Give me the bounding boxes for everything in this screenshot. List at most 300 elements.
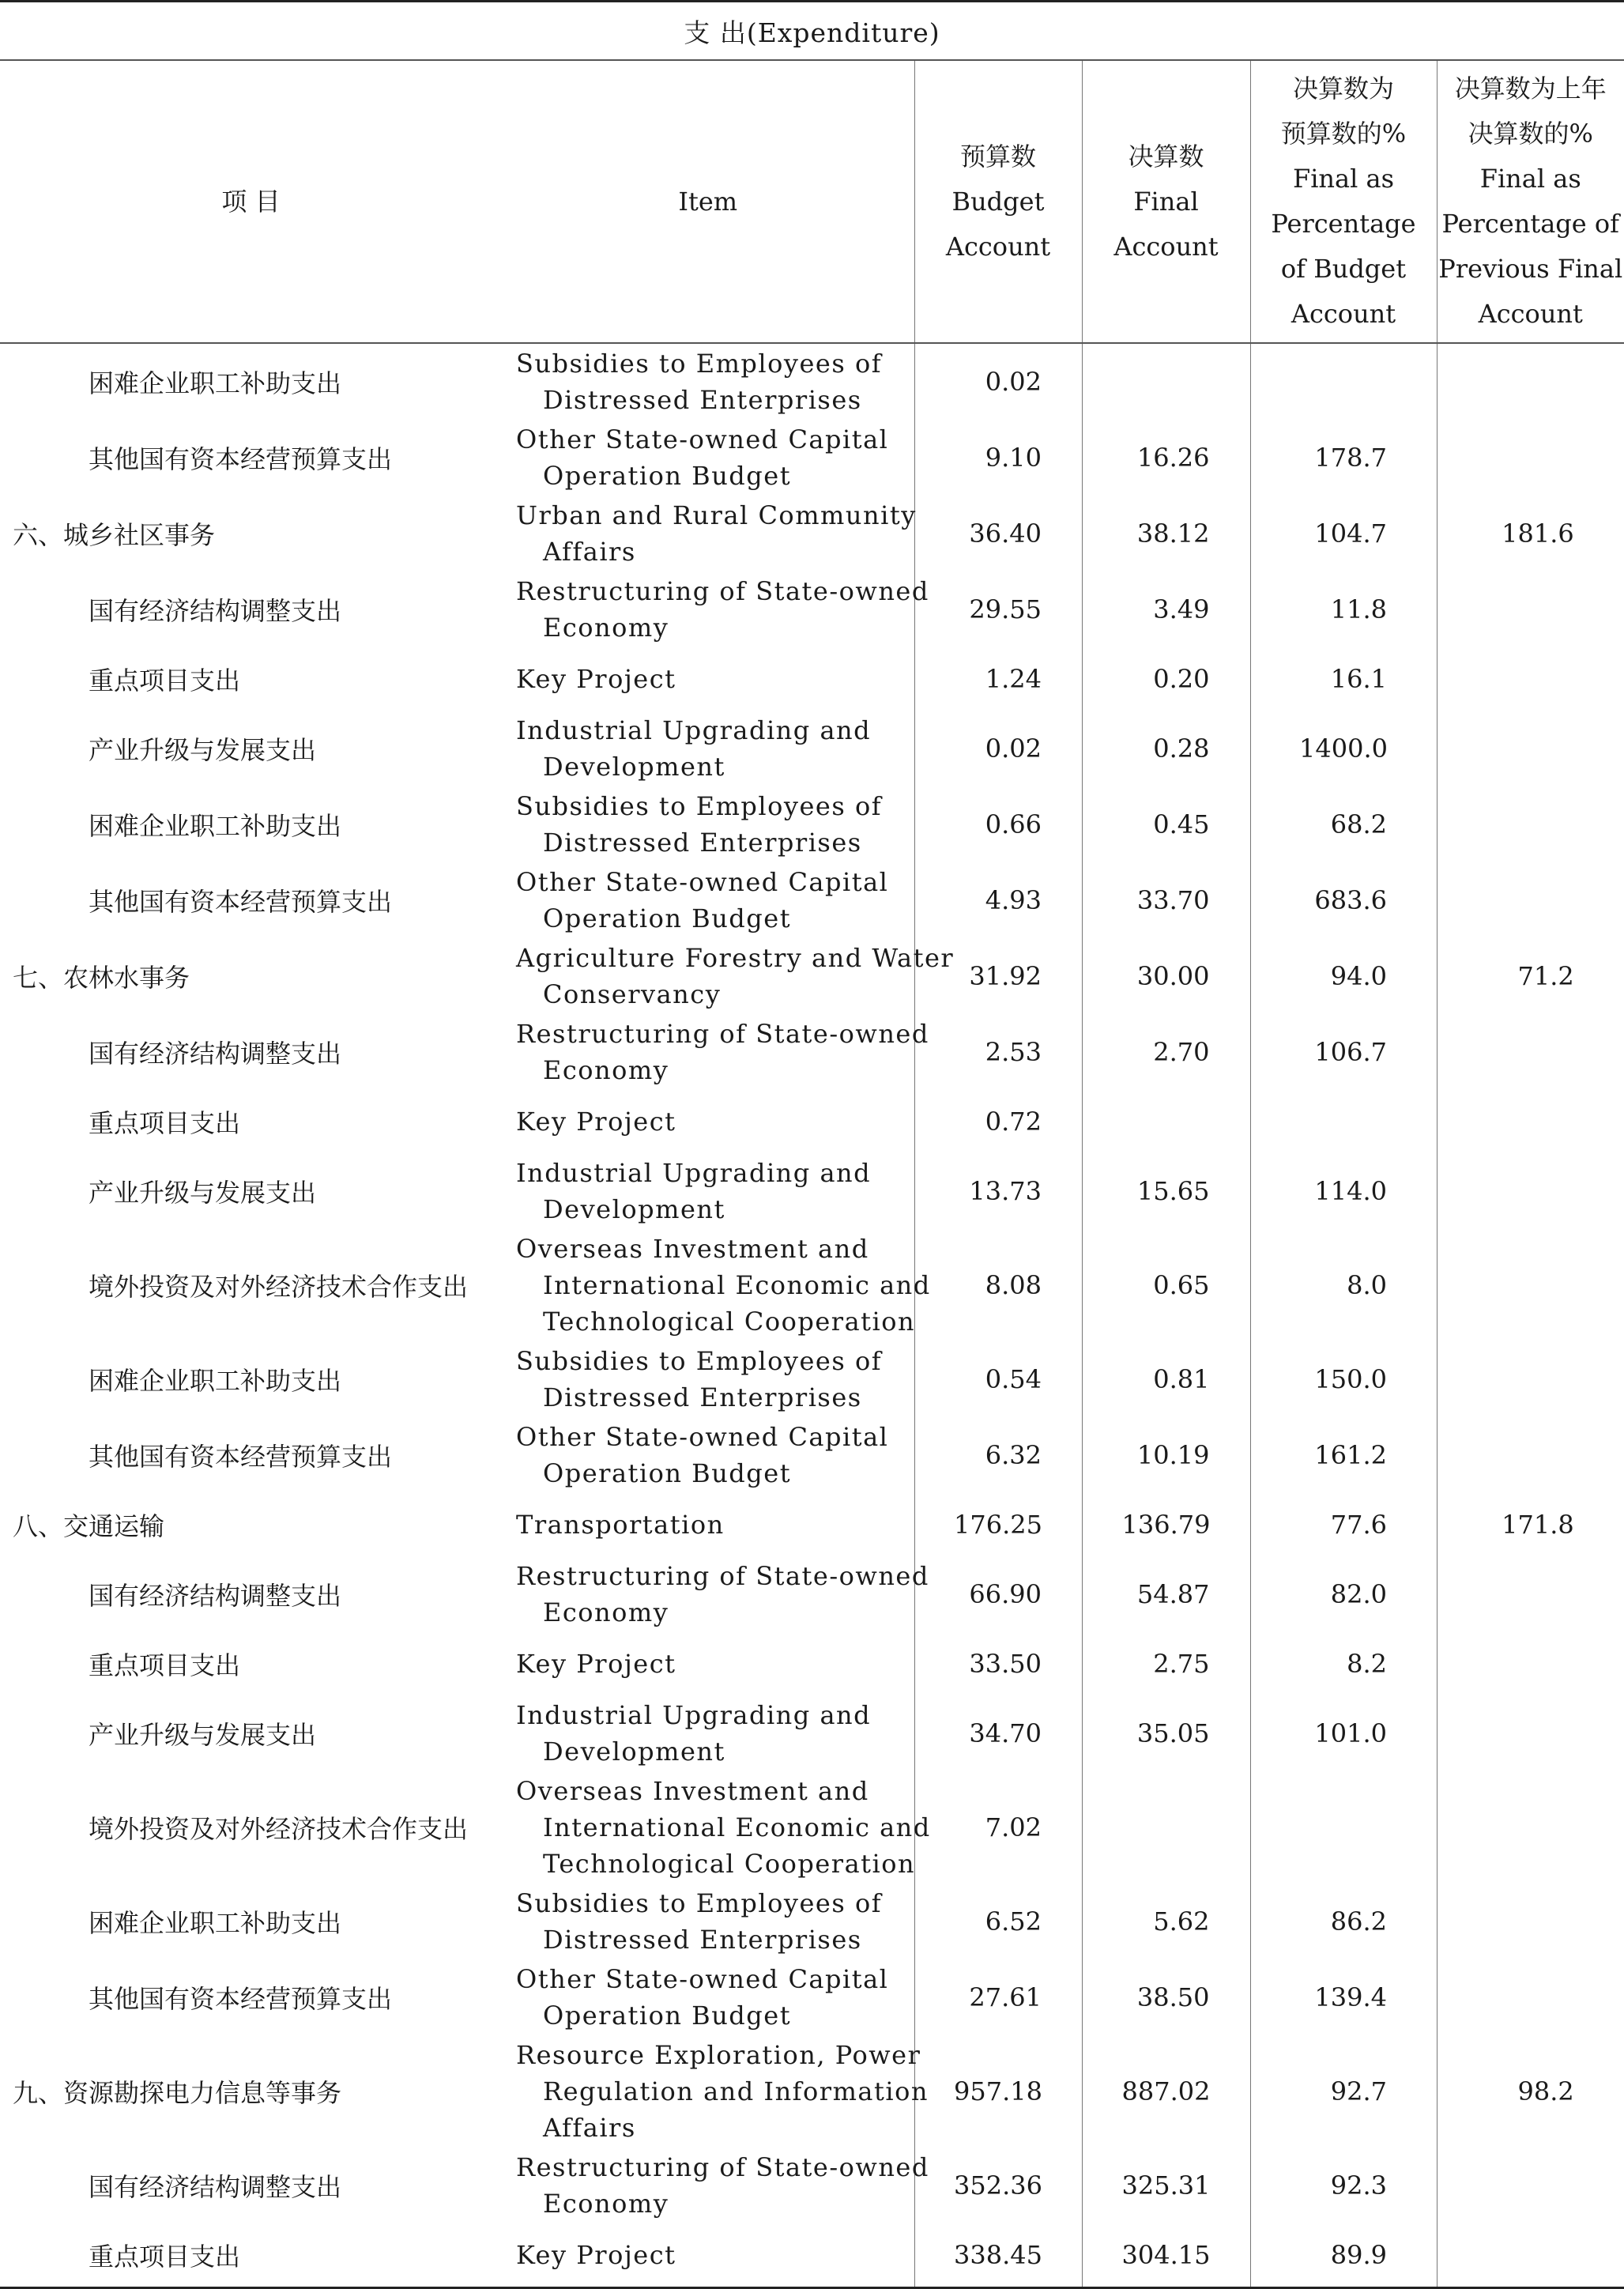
budget-cell: [914, 711, 1082, 786]
budget-cell: [914, 862, 1082, 938]
item-en-cell: [502, 1556, 929, 1632]
budget-cell-value: 13.73: [969, 1176, 1042, 1206]
final-cell: [1082, 496, 1250, 571]
pct-budget-cell: [1250, 1493, 1437, 1556]
pct-prev-cell: [1437, 711, 1624, 786]
header-pct-prev-line: 决算数为上年: [1454, 74, 1607, 104]
item-en-cell: [502, 1695, 914, 1771]
table-row: [0, 1884, 1624, 1959]
pct-prev-cell: [1437, 1153, 1624, 1229]
header-item-cn: 项 目: [0, 60, 502, 343]
final-cell-value: 10.19: [1136, 1440, 1210, 1470]
header-pct-budget-line: 决算数为: [1292, 74, 1394, 104]
budget-cell: [914, 571, 1082, 647]
budget-cell-value: 34.70: [969, 1718, 1042, 1748]
final-cell-value: 0.81: [1153, 1364, 1210, 1394]
pct-prev-cell: [1437, 647, 1624, 711]
final-cell: [1082, 420, 1250, 496]
item-en-cell: [502, 1771, 931, 1884]
item-en-cell: [502, 1493, 914, 1556]
pct-prev-cell: [1437, 343, 1624, 420]
budget-cell: [914, 1556, 1082, 1632]
final-cell-value: 136.79: [1121, 1510, 1211, 1540]
final-cell-value: 15.65: [1136, 1176, 1210, 1206]
budget-cell-value: 338.45: [954, 2240, 1042, 2270]
final-cell-value: 38.50: [1136, 1982, 1210, 2012]
table-row: [0, 1341, 1624, 1417]
final-cell-value: 2.75: [1153, 1649, 1210, 1679]
item-en-line: Other State-owned Capital: [516, 1422, 889, 1452]
item-en-line: Operation Budget: [543, 903, 792, 933]
final-cell-value: 325.31: [1121, 2170, 1211, 2200]
final-cell: [1082, 647, 1250, 711]
budget-cell-value: 7.02: [985, 1812, 1042, 1842]
pct-prev-cell: [1437, 1632, 1624, 1695]
header-pct-prev-line: Percentage of: [1441, 209, 1619, 239]
pct-budget-cell: [1250, 1090, 1437, 1153]
pct-budget-cell-value: 89.9: [1330, 2240, 1387, 2270]
final-cell: [1082, 1884, 1250, 1959]
item-en-line: Key Project: [516, 1649, 676, 1679]
final-cell-value: 887.02: [1121, 2076, 1211, 2106]
pct-budget-cell-value: 161.2: [1314, 1440, 1387, 1470]
pct-budget-cell: [1250, 2035, 1437, 2148]
budget-cell-value: 0.72: [985, 1107, 1042, 1137]
final-cell: [1082, 2223, 1250, 2288]
table-row: [0, 1090, 1624, 1153]
pct-budget-cell: [1250, 786, 1437, 862]
table-row: [0, 1417, 1624, 1493]
item-en-line: Affairs: [543, 537, 636, 567]
final-cell: [1082, 786, 1250, 862]
item-en-line: International Economic and: [543, 1812, 931, 1842]
final-cell-value: 2.70: [1153, 1037, 1210, 1067]
final-cell: [1082, 343, 1250, 420]
item-en-line: Urban and Rural Community: [516, 500, 917, 530]
pct-prev-cell: [1437, 1556, 1624, 1632]
pct-prev-cell: [1437, 1090, 1624, 1153]
pct-prev-cell: [1437, 1229, 1624, 1341]
budget-cell-value: 31.92: [969, 961, 1042, 991]
item-en-line: Regulation and Information: [543, 2076, 929, 2106]
item-en-line: Distressed Enterprises: [543, 828, 862, 858]
budget-cell: [914, 1417, 1082, 1493]
item-cn-cell: 其他国有资本经营预算支出: [89, 1984, 393, 2014]
final-cell: [1082, 1229, 1250, 1341]
table-row: [0, 1556, 1624, 1632]
pct-prev-cell: [1437, 571, 1624, 647]
budget-cell-value: 8.08: [985, 1270, 1042, 1300]
final-cell-value: 0.65: [1153, 1270, 1210, 1300]
item-en-line: Restructuring of State-owned: [516, 576, 929, 606]
final-cell: [1082, 2035, 1250, 2148]
item-cn-cell: 困难企业职工补助支出: [89, 1908, 342, 1938]
item-en-line: Overseas Investment and: [516, 1776, 869, 1806]
budget-cell: [914, 1341, 1082, 1417]
item-en-cell: [502, 711, 914, 786]
budget-cell-value: 36.40: [969, 519, 1042, 549]
final-cell-value: 16.26: [1136, 443, 1210, 473]
pct-budget-cell-value: 106.7: [1314, 1037, 1387, 1067]
budget-cell: [914, 1090, 1082, 1153]
item-en-line: Subsidies to Employees of: [516, 349, 883, 379]
item-en-line: Key Project: [516, 2240, 676, 2270]
budget-cell: [914, 1014, 1082, 1090]
table-row: [0, 2223, 1624, 2288]
item-en-cell: [502, 1959, 914, 2035]
pct-prev-cell-value: 181.6: [1502, 519, 1574, 549]
item-cn-cell: 其他国有资本经营预算支出: [89, 887, 393, 917]
final-cell: [1082, 1556, 1250, 1632]
header-pct-prev-line: Final as: [1479, 164, 1581, 194]
item-cn-cell: 重点项目支出: [0, 2223, 502, 2288]
item-en-line: Technological Cooperation: [543, 1307, 916, 1337]
table-row: [0, 786, 1624, 862]
table-row: [0, 571, 1624, 647]
item-en-cell: [502, 1632, 914, 1695]
final-cell: [1082, 1959, 1250, 2035]
pct-budget-cell: [1250, 496, 1437, 571]
budget-cell-value: 0.02: [985, 367, 1042, 397]
final-cell: [1082, 862, 1250, 938]
item-en-line: Subsidies to Employees of: [516, 1346, 883, 1376]
pct-budget-cell-value: 16.1: [1330, 664, 1387, 694]
final-cell: [1082, 1341, 1250, 1417]
pct-budget-cell-value: 8.0: [1347, 1270, 1387, 1300]
pct-budget-cell: [1250, 1556, 1437, 1632]
table-row: [0, 1229, 1624, 1341]
item-cn-cell: 产业升级与发展支出: [89, 1720, 317, 1750]
final-cell: [1082, 1493, 1250, 1556]
final-cell-value: 54.87: [1136, 1579, 1210, 1609]
item-en-line: Transportation: [516, 1510, 725, 1540]
item-cn-cell: 困难企业职工补助支出: [89, 368, 342, 398]
item-en-cell: [502, 1153, 914, 1229]
pct-budget-cell-value: 11.8: [1330, 594, 1387, 624]
table-header-row: [0, 60, 1624, 343]
pct-budget-cell: [1250, 1884, 1437, 1959]
item-en-cell: [502, 938, 955, 1014]
item-en-cell: [502, 2035, 929, 2148]
pct-budget-cell: [1250, 1695, 1437, 1771]
budget-cell-value: 9.10: [985, 443, 1042, 473]
final-cell: [1082, 1695, 1250, 1771]
pct-prev-cell: [1437, 1341, 1624, 1417]
final-cell-value: 30.00: [1136, 961, 1210, 991]
item-cn-cell: 其他国有资本经营预算支出: [89, 1442, 393, 1472]
budget-cell-value: 1.24: [985, 664, 1042, 694]
header-budget-line: Account: [945, 231, 1051, 262]
pct-prev-cell: [1437, 786, 1624, 862]
table-title-row: [0, 2, 1624, 61]
budget-cell-value: 957.18: [954, 2076, 1042, 2106]
final-cell-value: 33.70: [1136, 885, 1210, 915]
final-cell: [1082, 571, 1250, 647]
budget-cell-value: 0.02: [985, 733, 1042, 764]
item-en-line: Restructuring of State-owned: [516, 1561, 929, 1591]
item-en-cell: [502, 1417, 914, 1493]
pct-budget-cell: [1250, 2148, 1437, 2223]
item-en-cell: [502, 862, 914, 938]
pct-prev-cell: [1437, 1884, 1624, 1959]
pct-budget-cell-value: 92.7: [1330, 2076, 1387, 2106]
pct-budget-cell: [1250, 420, 1437, 496]
pct-prev-cell: [1437, 420, 1624, 496]
item-cn-cell: 国有经济结构调整支出: [89, 2172, 342, 2202]
item-en-line: Resource Exploration, Power: [516, 2040, 921, 2070]
pct-prev-cell: [1437, 1014, 1624, 1090]
item-en-line: Industrial Upgrading and: [516, 715, 872, 745]
final-cell: [1082, 711, 1250, 786]
item-en-line: Restructuring of State-owned: [516, 1019, 929, 1049]
final-cell: [1082, 2148, 1250, 2223]
table-body: [0, 343, 1624, 2288]
budget-cell: [914, 1959, 1082, 2035]
final-cell-value: 0.28: [1153, 733, 1210, 764]
table-row: [0, 1695, 1624, 1771]
pct-prev-cell: [1437, 938, 1624, 1014]
header-pct-budget-line: of Budget: [1280, 254, 1407, 284]
final-cell-value: 0.45: [1153, 809, 1210, 839]
final-cell: [1082, 1090, 1250, 1153]
header-budget: [914, 60, 1082, 343]
pct-prev-cell: [1437, 1493, 1624, 1556]
item-cn-cell: 八、交通运输: [13, 1511, 165, 1541]
pct-prev-cell: [1437, 1417, 1624, 1493]
header-pct-budget-line: Percentage: [1271, 209, 1416, 239]
item-en-line: Other State-owned Capital: [516, 1964, 889, 1994]
header-budget-line: Budget: [951, 186, 1045, 217]
budget-cell-value: 0.66: [985, 809, 1042, 839]
budget-cell: [914, 1884, 1082, 1959]
header-pct-budget-line: Final as: [1292, 164, 1395, 194]
category-row: [0, 2035, 1624, 2148]
item-cn-cell: 七、农林水事务: [13, 963, 190, 993]
item-en-cell: [502, 2223, 914, 2288]
header-pct-prev: [1437, 60, 1624, 343]
item-en-cell: [502, 1884, 914, 1959]
pct-budget-cell: [1250, 1229, 1437, 1341]
pct-budget-cell-value: 92.3: [1330, 2170, 1387, 2200]
final-cell-value: 304.15: [1121, 2240, 1211, 2270]
item-en-line: Development: [543, 1194, 725, 1224]
final-cell: [1082, 1153, 1250, 1229]
pct-budget-cell: [1250, 2223, 1437, 2288]
item-cn-cell: 产业升级与发展支出: [89, 735, 317, 765]
final-cell: [1082, 1014, 1250, 1090]
budget-cell: [914, 2035, 1082, 2148]
budget-cell-value: 4.93: [985, 885, 1042, 915]
budget-cell: [914, 2148, 1082, 2223]
pct-budget-cell-value: 114.0: [1314, 1176, 1387, 1206]
pct-prev-cell: [1437, 1959, 1624, 2035]
header-pct-prev-line: Account: [1478, 299, 1583, 329]
budget-cell: [914, 1493, 1082, 1556]
item-cn-cell: 六、城乡社区事务: [13, 520, 216, 550]
header-pct-budget-line: Account: [1291, 299, 1396, 329]
item-cn-cell: 重点项目支出: [89, 1108, 241, 1138]
item-en-cell: [502, 647, 914, 711]
item-en-line: Other State-owned Capital: [516, 424, 889, 454]
item-en-line: Industrial Upgrading and: [516, 1700, 872, 1730]
item-en-line: Affairs: [543, 2113, 636, 2143]
item-en-line: Subsidies to Employees of: [516, 791, 883, 821]
header-final-line: Account: [1113, 231, 1219, 262]
final-cell-value: 5.62: [1153, 1906, 1210, 1936]
pct-budget-cell-value: 82.0: [1330, 1579, 1387, 1609]
item-en-cell: [502, 2148, 929, 2223]
budget-cell: [914, 647, 1082, 711]
table-row: [0, 1959, 1624, 2035]
final-cell-value: 35.05: [1136, 1718, 1210, 1748]
header-pct-budget-line: 预算数的%: [1280, 119, 1407, 149]
item-cn-cell: 境外投资及对外经济技术合作支出: [89, 1814, 469, 1844]
pct-prev-cell: [1437, 496, 1624, 571]
item-cn-cell: 境外投资及对外经济技术合作支出: [89, 1272, 469, 1302]
item-en-cell: [502, 343, 914, 420]
item-en-cell: [502, 1014, 929, 1090]
budget-cell: [914, 1695, 1082, 1771]
pct-budget-cell: [1250, 938, 1437, 1014]
header-final-line: 决算数: [1128, 141, 1204, 172]
pct-budget-cell-value: 139.4: [1314, 1982, 1387, 2012]
pct-budget-cell: [1250, 1632, 1437, 1695]
pct-budget-cell: [1250, 1014, 1437, 1090]
item-cn-cell: 困难企业职工补助支出: [89, 811, 342, 841]
pct-budget-cell-value: 150.0: [1314, 1364, 1387, 1394]
pct-prev-cell: [1437, 2148, 1624, 2223]
pct-budget-cell: [1250, 343, 1437, 420]
table-row: [0, 647, 1624, 711]
pct-prev-cell: [1437, 1771, 1624, 1884]
item-en-line: Technological Cooperation: [543, 1849, 916, 1879]
budget-cell-value: 352.36: [954, 2170, 1042, 2200]
pct-prev-cell: [1437, 1695, 1624, 1771]
item-en-line: Key Project: [516, 1107, 676, 1137]
budget-cell: [914, 1771, 1082, 1884]
header-budget-line: 预算数: [959, 141, 1036, 172]
table-row: [0, 1014, 1624, 1090]
pct-budget-cell: [1250, 1341, 1437, 1417]
header-pct-prev-line: 决算数的%: [1468, 119, 1593, 149]
item-en-line: International Economic and: [543, 1270, 931, 1300]
budget-cell: [914, 420, 1082, 496]
header-final-line: Final: [1133, 186, 1199, 217]
pct-prev-cell: [1437, 2035, 1624, 2148]
item-en-cell: [502, 496, 917, 571]
item-en-line: Distressed Enterprises: [543, 385, 862, 415]
pct-budget-cell-value: 8.2: [1347, 1649, 1387, 1679]
item-cn-cell: 国有经济结构调整支出: [89, 1039, 342, 1069]
table-row: [0, 343, 1624, 420]
final-cell: [1082, 938, 1250, 1014]
budget-cell-value: 176.25: [954, 1510, 1042, 1540]
item-en-cell: [502, 1229, 931, 1341]
pct-budget-cell-value: 1400.0: [1299, 733, 1388, 764]
item-cn-cell: 产业升级与发展支出: [89, 1178, 317, 1208]
pct-budget-cell: [1250, 862, 1437, 938]
table-title: 支 出(Expenditure): [0, 2, 1624, 61]
item-en-line: Key Project: [516, 664, 676, 694]
pct-budget-cell-value: 77.6: [1330, 1510, 1387, 1540]
budget-cell: [914, 496, 1082, 571]
pct-prev-cell-value: 171.8: [1502, 1510, 1574, 1540]
header-final: [1082, 60, 1250, 343]
table-row: [0, 420, 1624, 496]
item-en-line: Restructuring of State-owned: [516, 2152, 929, 2182]
table-row: [0, 2148, 1624, 2223]
header-pct-prev-line: Previous Final: [1438, 254, 1623, 284]
item-en-line: Other State-owned Capital: [516, 867, 889, 897]
header-pct-budget: [1250, 60, 1437, 343]
item-en-line: Conservancy: [543, 979, 722, 1009]
table-row: [0, 1153, 1624, 1229]
item-en-line: Overseas Investment and: [516, 1234, 869, 1264]
category-row: [0, 1493, 1624, 1556]
item-en-line: Economy: [543, 613, 669, 643]
pct-budget-cell-value: 683.6: [1314, 885, 1387, 915]
budget-cell-value: 0.54: [985, 1364, 1042, 1394]
pct-budget-cell-value: 104.7: [1314, 519, 1387, 549]
budget-cell: [914, 2223, 1082, 2288]
table-row: [0, 862, 1624, 938]
final-cell-value: 0.20: [1153, 664, 1210, 694]
item-en-line: Economy: [543, 1055, 669, 1085]
item-en-line: Subsidies to Employees of: [516, 1888, 883, 1918]
budget-cell: [914, 343, 1082, 420]
item-en-line: Development: [543, 752, 725, 782]
final-cell-value: 3.49: [1153, 594, 1210, 624]
budget-cell-value: 6.52: [985, 1906, 1042, 1936]
item-en-line: Operation Budget: [543, 1458, 792, 1488]
table-row: [0, 711, 1624, 786]
final-cell: [1082, 1632, 1250, 1695]
pct-prev-cell: [1437, 862, 1624, 938]
pct-budget-cell: [1250, 1771, 1437, 1884]
pct-budget-cell-value: 86.2: [1330, 1906, 1387, 1936]
pct-budget-cell: [1250, 711, 1437, 786]
item-cn-cell: 重点项目支出: [89, 1650, 241, 1680]
budget-cell-value: 6.32: [985, 1440, 1042, 1470]
item-en-line: Development: [543, 1737, 725, 1767]
final-cell: [1082, 1771, 1250, 1884]
table-row: [0, 1632, 1624, 1695]
pct-prev-cell-value: 71.2: [1517, 961, 1574, 991]
pct-budget-cell-value: 178.7: [1314, 443, 1387, 473]
pct-budget-cell: [1250, 571, 1437, 647]
item-en-cell: [502, 1090, 914, 1153]
budget-cell-value: 27.61: [969, 1982, 1042, 2012]
budget-cell-value: 33.50: [969, 1649, 1042, 1679]
item-en-line: Operation Budget: [543, 2001, 792, 2031]
final-cell-value: 38.12: [1136, 519, 1210, 549]
pct-budget-cell: [1250, 647, 1437, 711]
pct-budget-cell-value: 94.0: [1330, 961, 1387, 991]
budget-cell: [914, 1153, 1082, 1229]
item-en-cell: [502, 571, 929, 647]
item-en-line: Distressed Enterprises: [543, 1382, 862, 1412]
item-cn-cell: 九、资源勘探电力信息等事务: [13, 2078, 342, 2108]
pct-prev-cell-value: 98.2: [1517, 2076, 1574, 2106]
budget-cell-value: 29.55: [969, 594, 1042, 624]
budget-cell: [914, 1632, 1082, 1695]
table-row: [0, 1771, 1624, 1884]
item-cn-cell: 国有经济结构调整支出: [89, 1581, 342, 1611]
pct-budget-cell-value: 68.2: [1330, 809, 1387, 839]
category-row: [0, 938, 1624, 1014]
item-en-line: Operation Budget: [543, 461, 792, 491]
item-en-cell: [502, 786, 914, 862]
